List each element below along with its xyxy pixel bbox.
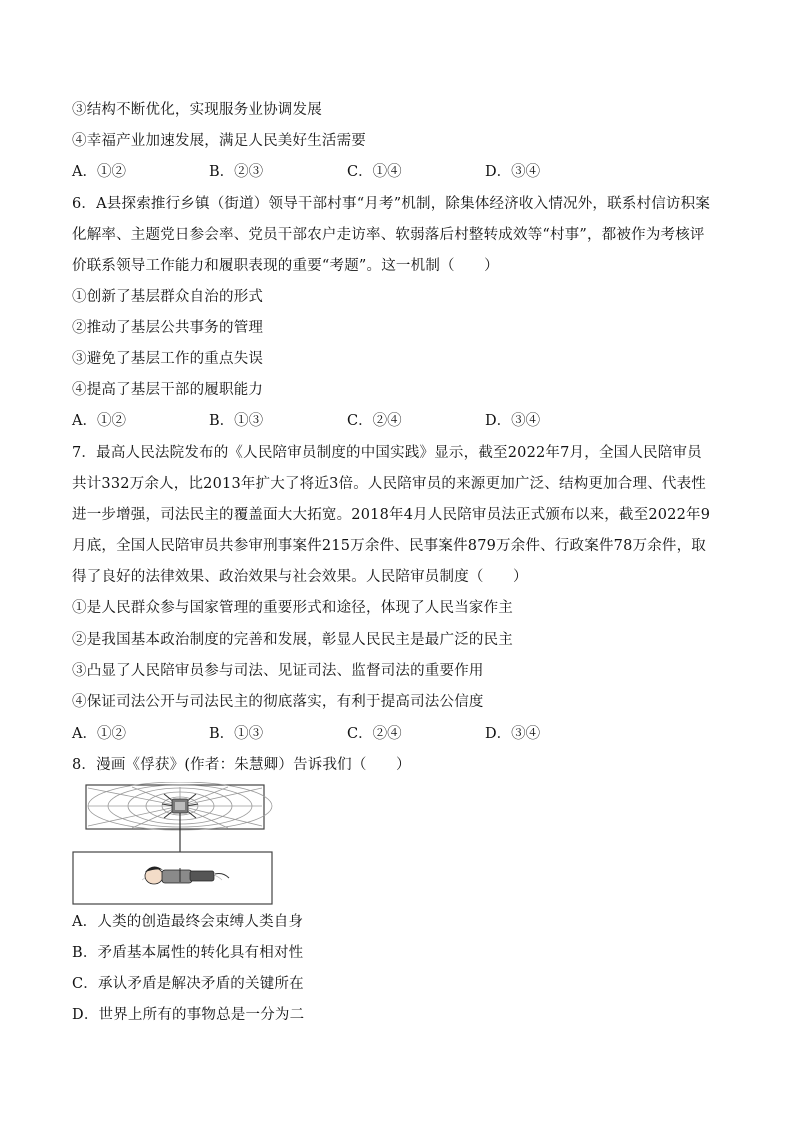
q6-option-b[interactable]: B．①③	[209, 413, 264, 429]
q6-item-4: ④提高了基层干部的履职能力	[72, 382, 264, 398]
q6-item-1: ①创新了基层群众自治的形式	[72, 289, 264, 305]
q5-item-3: ③结构不断优化，实现服务业协调发展	[72, 102, 322, 118]
q8-option-a[interactable]: A．人类的创造最终会束缚人类自身	[72, 914, 304, 930]
q7-stem-line-1: 7．最高人民法院发布的《人民陪审员制度的中国实践》显示，截至2022年7月，全国人民陪审员	[72, 445, 702, 461]
q8-option-b[interactable]: B．矛盾基本属性的转化具有相对性	[72, 945, 304, 961]
q7-stem-line-3: 进一步增强，司法民主的覆盖面大大拓宽。2018年4月人民陪审员法正式颁布以来，截至2022年9	[72, 507, 711, 523]
q7-stem-line-5: 得了良好的法律效果、政治效果与社会效果。人民陪审员制度（ ）	[72, 569, 528, 585]
q6-option-d[interactable]: D．③④	[485, 413, 541, 429]
q7-stem-line-4: 月底，全国人民陪审员共参审刑事案件215万余件、民事案件879万余件、行政案件78万余件，取	[72, 538, 706, 554]
q6-stem-line-2: 化解率、主题党日参会率、党员干部农户走访率、软弱落后村整转成效等“村事”，都被作为考核评	[72, 227, 705, 243]
q5-option-c[interactable]: C．①④	[347, 164, 402, 180]
q6-stem-line-1: 6．A县探索推行乡镇（街道）领导干部村事“月考”机制，除集体经济收入情况外，联系村信访积案	[72, 196, 711, 212]
q6-item-3: ③避免了基层工作的重点失误	[72, 351, 264, 367]
q7-options	[72, 724, 632, 744]
q7-item-1: ①是人民群众参与国家管理的重要形式和途径，体现了人民当家作主	[72, 600, 513, 616]
q5-options	[72, 162, 632, 182]
spider-screen	[175, 802, 185, 810]
cartoon-image	[72, 782, 276, 906]
q7-stem-line-2: 共计332万余人，比2013年扩大了将近3倍。人民陪审员的来源更加广泛、结构更加合理、代表性	[72, 476, 706, 492]
q7-item-4: ④保证司法公开与司法民主的彻底落实，有利于提高司法公信度	[72, 694, 484, 710]
q5-option-b[interactable]: B．②③	[209, 164, 264, 180]
q5-item-4: ④幸福产业加速发展，满足人民美好生活需要	[72, 133, 366, 149]
q8-option-c[interactable]: C．承认矛盾是解决矛盾的关键所在	[72, 976, 304, 992]
q6-stem-line-3: 价联系领导工作能力和履职表现的重要“考题”。这一机制（ ）	[72, 258, 499, 274]
q8-option-d[interactable]: D．世界上所有的事物总是一分为二	[72, 1007, 305, 1023]
q6-option-c[interactable]: C．②④	[347, 413, 402, 429]
q7-option-a[interactable]: A．①②	[72, 726, 126, 742]
q8-stem: 8．漫画《俘获》(作者：朱慧卿）告诉我们（ ）	[72, 757, 411, 773]
q6-item-2: ②推动了基层公共事务的管理	[72, 320, 264, 336]
q6-option-a[interactable]: A．①②	[72, 413, 126, 429]
q7-option-c[interactable]: C．②④	[347, 726, 402, 742]
q5-option-d[interactable]: D．③④	[485, 164, 541, 180]
q7-option-d[interactable]: D．③④	[485, 726, 541, 742]
q5-option-a[interactable]: A．①②	[72, 164, 126, 180]
q7-item-3: ③凸显了人民陪审员参与司法、见证司法、监督司法的重要作用	[72, 663, 484, 679]
q7-item-2: ②是我国基本政治制度的完善和发展，彰显人民民主是最广泛的民主	[72, 632, 513, 648]
q7-option-b[interactable]: B．①③	[209, 726, 264, 742]
q6-options	[72, 411, 632, 431]
